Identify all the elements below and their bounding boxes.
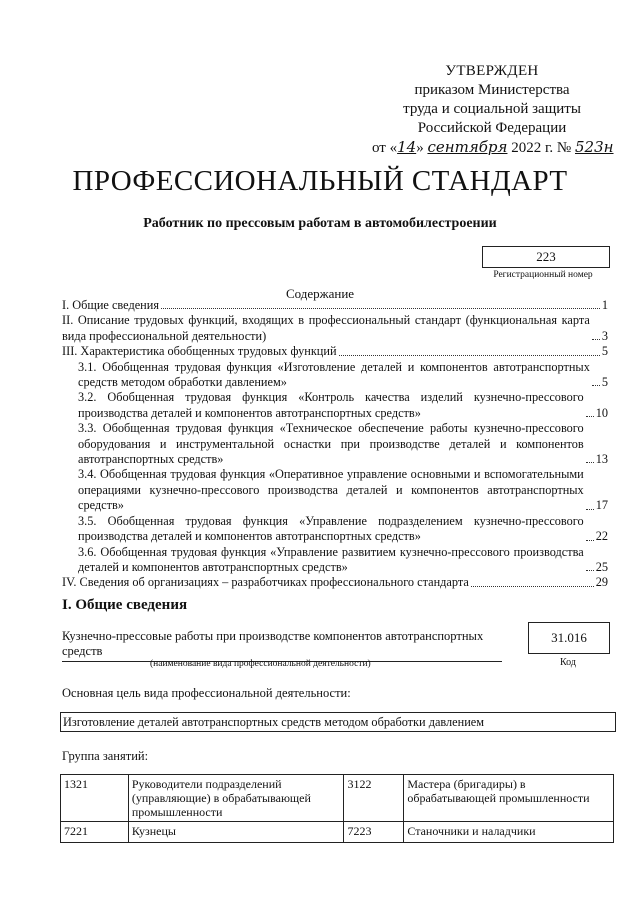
- toc-leader-dots: [586, 462, 594, 463]
- goal-label: Основная цель вида профессиональной деятельности:: [62, 686, 351, 700]
- table-row: [61, 775, 614, 822]
- toc-page-number: 29: [595, 575, 608, 590]
- toc-entry-text: 3.2. Обобщенная трудовая функция «Контроль качества изделий кузнечно-прессового производства деталей и компонентов автотранспортных средств»: [78, 390, 584, 420]
- approval-line: приказом Министерства: [414, 82, 570, 98]
- toc-page-number: 10: [595, 405, 608, 420]
- activity-code-label: Код: [560, 657, 576, 668]
- toc-leader-dots: [586, 570, 594, 571]
- toc-page-number: 22: [595, 529, 608, 544]
- date-suffix: 2022 г. №: [507, 140, 575, 156]
- document-subtitle: Работник по прессовым работам в автомобилестроении: [143, 216, 497, 231]
- toc-leader-dots: [592, 339, 600, 340]
- toc-entry: [62, 360, 608, 391]
- approval-month: сентября: [427, 138, 508, 156]
- table-row: [61, 822, 614, 843]
- date-prefix: от «: [372, 140, 398, 156]
- approval-date-line: [372, 138, 612, 158]
- approval-block: [372, 62, 612, 158]
- toc-page-number: 3: [601, 328, 608, 343]
- toc-entry-text: 3.3. Обобщенная трудовая функция «Техническое обеспечение работы кузнечно-прессового оборудования и инструментальной оснастки при производстве деталей и компонентов автотранспортных средств»: [78, 421, 584, 467]
- toc-leader-dots: [592, 385, 600, 386]
- toc-page-number: 5: [601, 375, 608, 390]
- toc-page-number: 25: [595, 559, 608, 574]
- approval-line: Российской Федерации: [417, 120, 567, 136]
- section-heading: I. Общие сведения: [62, 597, 188, 613]
- toc-page-number: 17: [595, 498, 608, 513]
- toc-entry-text: III. Характеристика обобщенных трудовых функций: [62, 344, 337, 359]
- toc-entry: [62, 298, 608, 313]
- table-cell: 1321: [61, 775, 129, 822]
- toc-entry: [62, 467, 608, 513]
- toc-leader-dots: [586, 416, 594, 417]
- toc-entry-text: I. Общие сведения: [62, 298, 159, 312]
- toc-heading: Содержание: [285, 286, 355, 301]
- toc-entry: [62, 390, 608, 421]
- toc-page-number: 1: [601, 298, 608, 312]
- toc-entry-text: 3.4. Обобщенная трудовая функция «Оперативное управление основными и вспомогательными операциями кузнечно-прессового производства деталей и компонентов автотранспортных средств»: [78, 467, 584, 513]
- toc-entry: [62, 421, 608, 467]
- occupation-group-table: [60, 774, 614, 843]
- approval-line: труда и социальной защиты: [403, 101, 581, 117]
- toc-entry: [62, 575, 608, 590]
- toc-leader-dots: [339, 355, 600, 356]
- table-cell: Станочники и наладчики: [404, 822, 614, 843]
- toc-page-number: 13: [595, 452, 608, 467]
- table-cell: Мастера (бригадиры) в обрабатывающей промышленности: [404, 775, 614, 822]
- table-cell: 3122: [344, 775, 404, 822]
- toc-leader-dots: [161, 308, 600, 309]
- approval-number: 523н: [575, 138, 614, 156]
- registration-number-label: Регистрационный номер: [493, 270, 593, 280]
- activity-code-box: 31.016: [528, 622, 610, 654]
- registration-number-box: 223: [482, 246, 610, 268]
- group-label: Группа занятий:: [62, 749, 149, 763]
- toc-entry-text: 3.6. Обобщенная трудовая функция «Управление развитием кузнечно-прессового производства деталей и компонентов автотранспортных средств»: [78, 544, 584, 574]
- table-cell: Руководители подразделений (управляющие) в обрабатывающей промышленности: [128, 775, 344, 822]
- toc-leader-dots: [586, 540, 594, 541]
- activity-name: Кузнечно-прессовые работы при производстве компонентов автотранспортных средств: [62, 629, 502, 662]
- toc-leader-dots: [471, 586, 594, 587]
- table-cell: 7223: [344, 822, 404, 843]
- toc-entry: [62, 313, 608, 344]
- table-cell: Кузнецы: [128, 822, 344, 843]
- toc-entry: [62, 514, 608, 545]
- toc-entry: [62, 545, 608, 576]
- document-title: ПРОФЕССИОНАЛЬНЫЙ СТАНДАРТ: [72, 165, 568, 197]
- approval-line: УТВЕРЖДЕН: [445, 63, 539, 79]
- toc-leader-dots: [586, 509, 594, 510]
- toc-entry-text: II. Описание трудовых функций, входящих в профессиональный стандарт (функциональная карта вида профессиональной деятельности): [62, 313, 590, 343]
- toc-entry-text: 3.5. Обобщенная трудовая функция «Управление подразделением кузнечно-прессового производства деталей и компонентов автотранспортных средств»: [78, 513, 584, 544]
- toc-page-number: 5: [601, 344, 608, 359]
- approval-day: 14: [397, 138, 417, 156]
- toc-entry-text: IV. Сведения об организациях – разработчиках профессионального стандарта: [62, 575, 469, 590]
- goal-box: Изготовление деталей автотранспортных средств методом обработки давлением: [60, 712, 616, 732]
- date-mid: »: [416, 140, 428, 156]
- table-of-contents: [62, 298, 608, 591]
- toc-entry-text: 3.1. Обобщенная трудовая функция «Изготовление деталей и компонентов автотранспортных средств методом обработки давлением»: [78, 359, 590, 390]
- toc-entry: [62, 344, 608, 359]
- activity-caption: (наименование вида профессиональной деятельности): [150, 659, 371, 669]
- table-cell: 7221: [61, 822, 129, 843]
